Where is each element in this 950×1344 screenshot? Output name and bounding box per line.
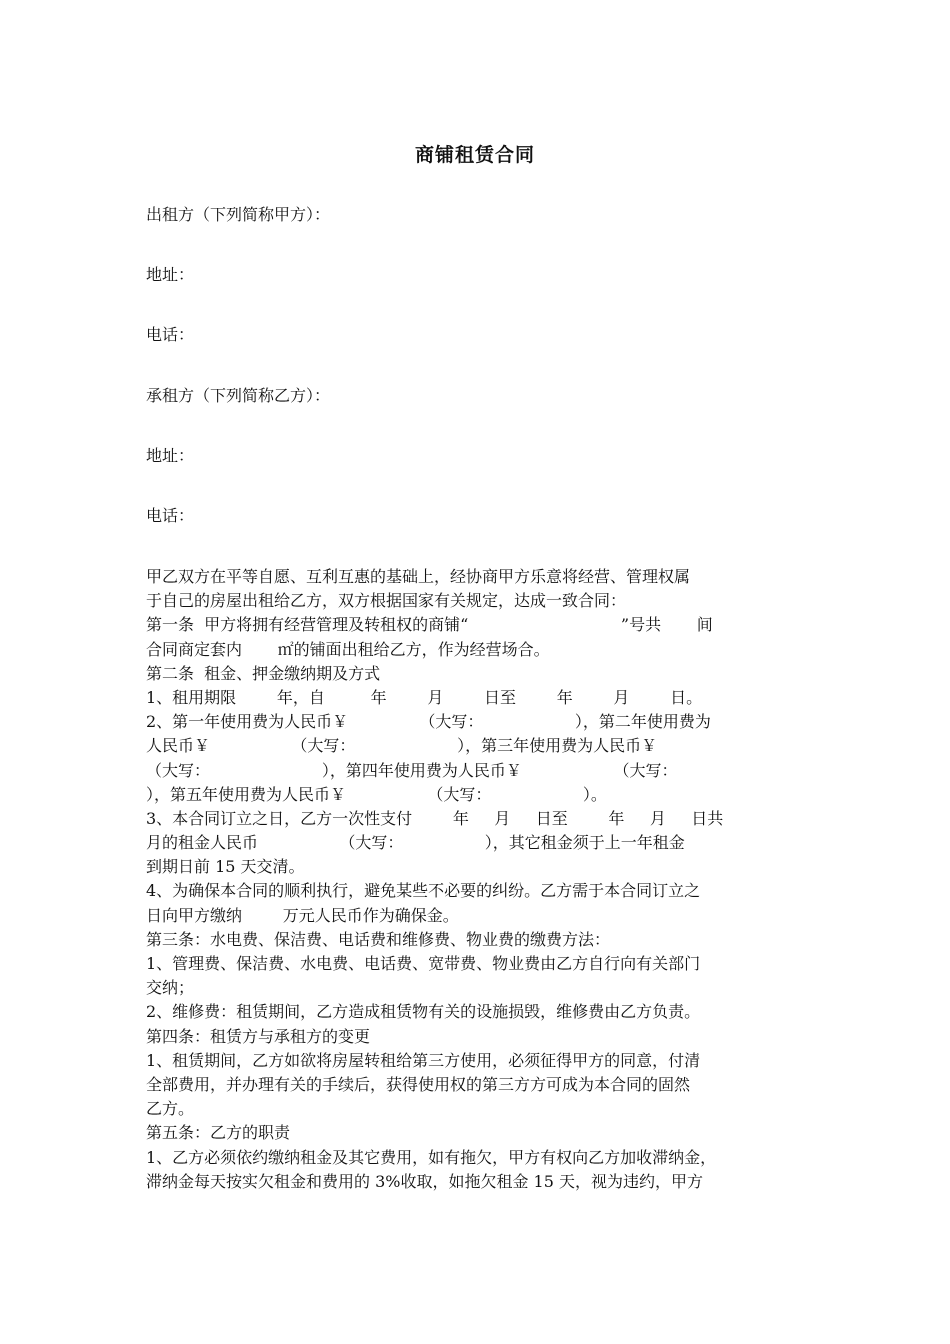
section-heading: 第五条：乙方的职责 [146,1123,291,1143]
contract-body [146,565,808,1194]
lessee-address-label: 地址： [146,446,195,465]
body-line: 1、租赁期间，乙方如欲将房屋转租给第三方使用，必须征得甲方的同意，付清 [146,1050,701,1070]
body-line: 1、管理费、保洁费、水电费、电话费、宽带费、物业费由乙方自行向有关部门 [146,954,701,973]
document-title: 商铺租赁合同 [414,144,535,166]
body-line: 3、本合同订立之日，乙方一次性支付 年 月 日至 年 月 日共 [146,808,724,828]
body-line: 1、租用期限 年，自 年 月 日至 年 月 日。 [146,687,703,707]
section-heading: 第二条 租金、押金缴纳期及方式 [146,663,381,683]
body-line: 乙方。 [146,1099,195,1119]
body-line: 于自己的房屋出租给乙方，双方根据国家有关规定，达成一致合同： [146,591,627,611]
body-line: 1、乙方必须依约缴纳租金及其它费用，如有拖欠，甲方有权向乙方加收滞纳金， [146,1147,717,1167]
body-line: 到期日前 15 天交清。 [146,857,305,877]
section-heading: 第三条：水电费、保洁费、电话费和维修费、物业费的缴费方法： [146,929,611,949]
body-line: 人民币￥ （大写： ），第三年使用费为人民币￥ [146,736,658,756]
body-line: 4、为确保本合同的顺利执行，避免某些不必要的纠纷。乙方需于本合同订立之 [146,881,701,901]
body-line: 交纳； [146,978,195,998]
body-line: 2、第一年使用费为人民币￥ （大写： ），第二年使用费为 [146,712,711,732]
body-line: 月的租金人民币 （大写： ），其它租金须于上一年租金 [146,833,685,853]
lessor-label: 出租方（下列简称甲方）： [146,205,331,224]
body-line: 日向甲方缴纳 万元人民币作为确保金。 [146,905,459,925]
lessee-label: 承租方（下列简称乙方）： [146,386,331,405]
body-line: 2、维修费：租赁期间，乙方造成租赁物有关的设施损毁，维修费由乙方负责。 [146,1002,701,1022]
body-line: 全部费用，并办理有关的手续后，获得使用权的第三方方可成为本合同的固然 [146,1074,691,1094]
lessor-address-label: 地址： [146,265,195,284]
body-line: 合同商定套内 ㎡的铺面出租给乙方，作为经营场合。 [146,639,550,659]
section-heading: 第四条：租赁方与承租方的变更 [146,1026,371,1046]
body-line: 甲乙双方在平等自愿、互利互惠的基础上，经协商甲方乐意将经营、管理权属 [146,567,691,586]
body-line: （大写： ），第四年使用费为人民币￥ （大写： [146,760,678,780]
body-line: 第一条 甲方将拥有经营管理及转租权的商铺“ ”号共 间 [146,615,713,635]
body-line: 滞纳金每天按实欠租金和费用的 3%收取，如拖欠租金 15 天，视为违约，甲方 [146,1171,704,1191]
lessee-phone-label: 电话： [146,506,195,525]
lessor-phone-label: 电话： [146,325,195,344]
body-line: ），第五年使用费为人民币￥ （大写： ）。 [146,784,607,804]
